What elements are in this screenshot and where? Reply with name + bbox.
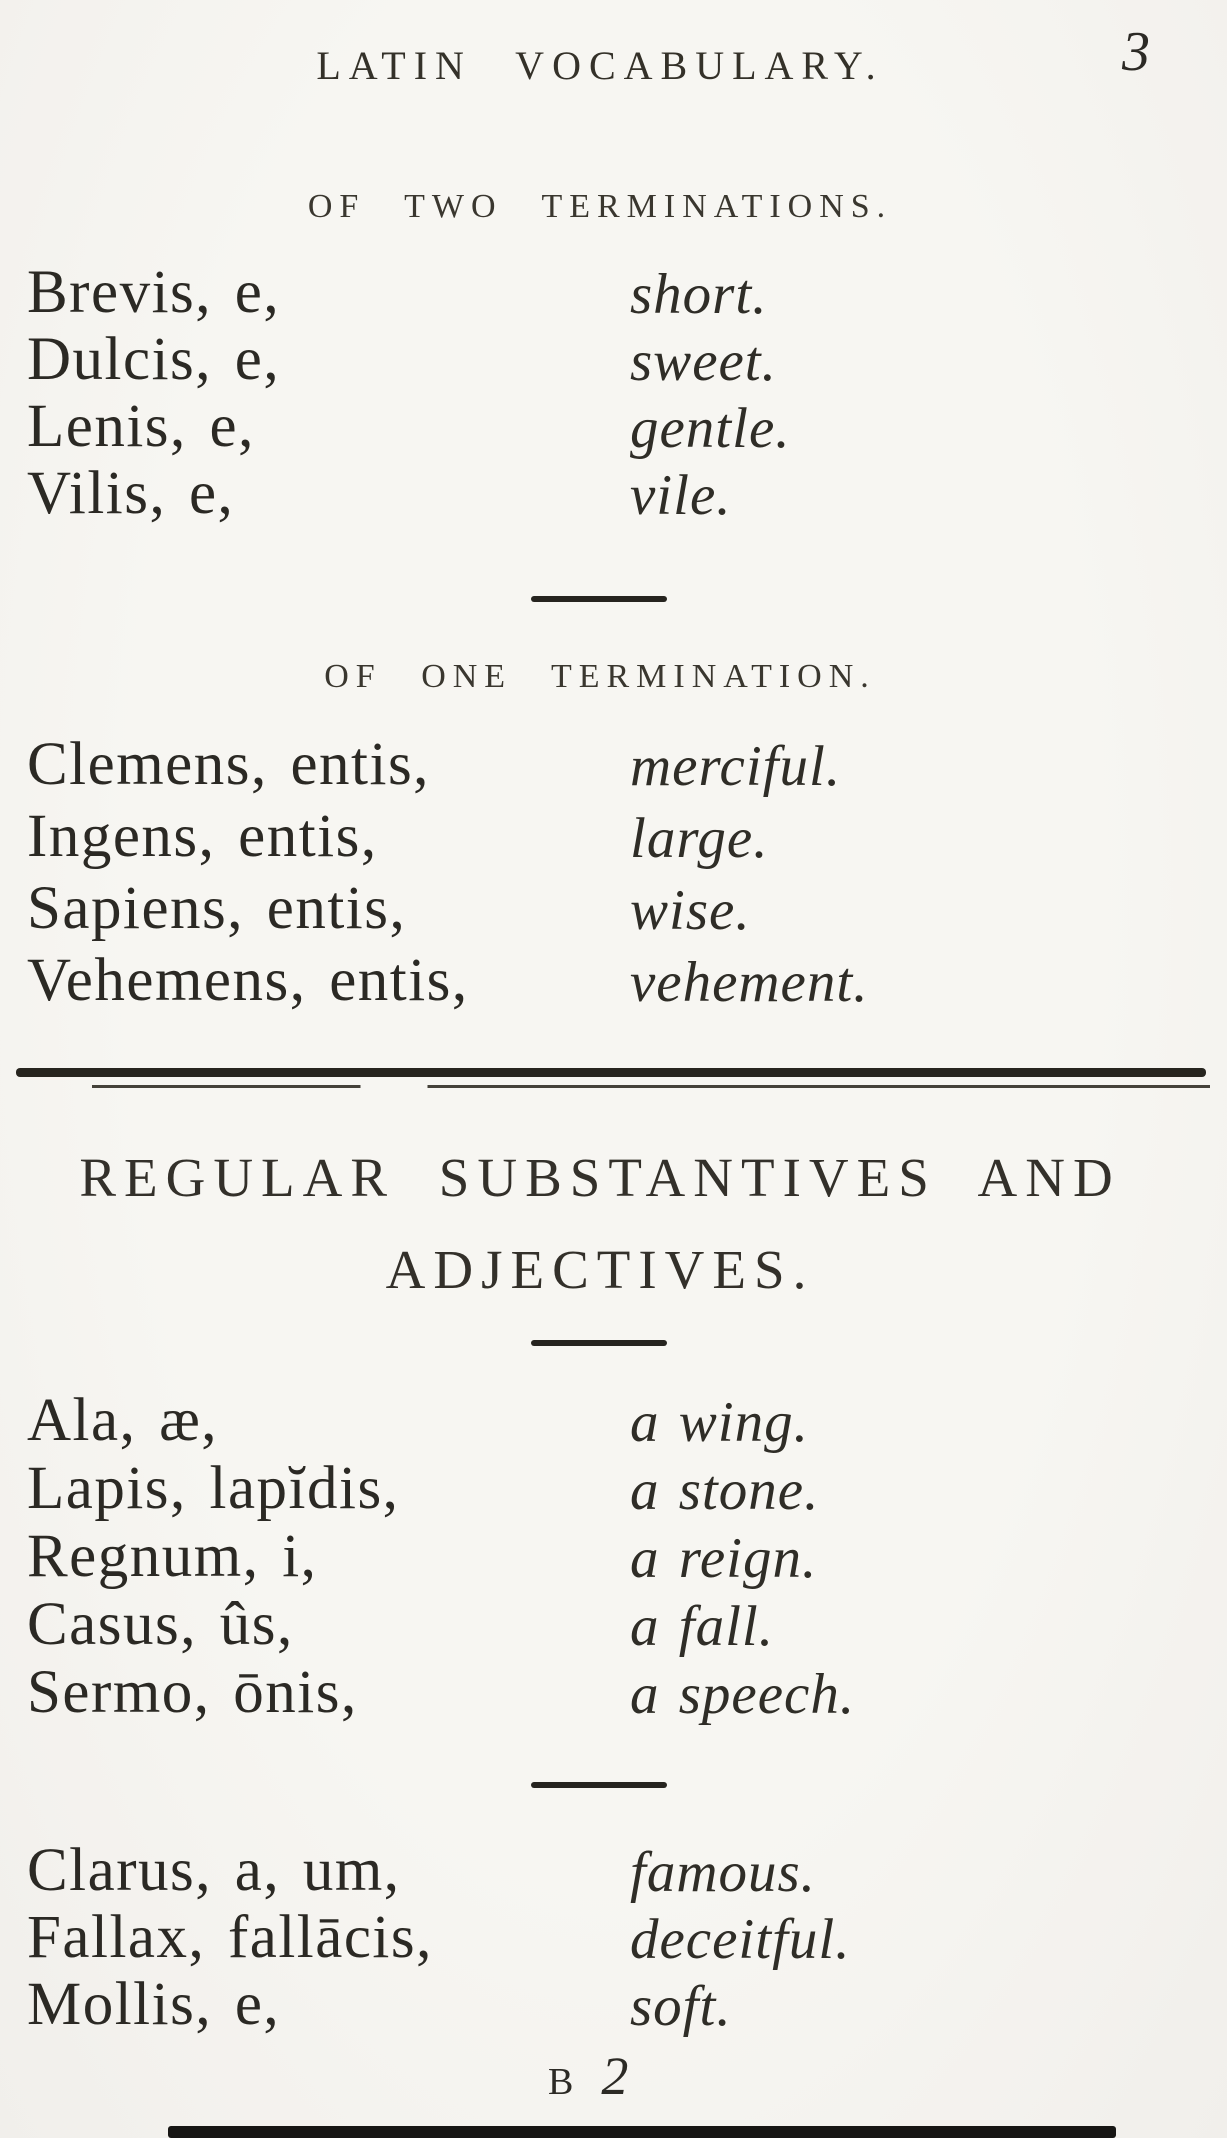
vocab-row bbox=[0, 1971, 1227, 2041]
main-heading-line1: REGULAR SUBSTANTIVES AND bbox=[79, 1147, 1121, 1208]
section-divider bbox=[531, 1340, 667, 1346]
vocab-row bbox=[0, 1387, 1227, 1457]
latin-term: Clemens, entis, bbox=[27, 731, 430, 798]
section-heading-two-terminations: OF TWO TERMINATIONS. bbox=[307, 188, 893, 225]
signature-letter: B bbox=[548, 2061, 576, 2103]
vocab-row bbox=[0, 875, 1227, 945]
latin-term: Fallax, fallācis, bbox=[27, 1904, 433, 1971]
printers-signature bbox=[548, 2045, 628, 2107]
latin-term: Clarus, a, um, bbox=[27, 1837, 401, 1904]
latin-term: Vilis, e, bbox=[27, 460, 235, 527]
english-gloss: vehement. bbox=[630, 951, 869, 1014]
vocab-row bbox=[0, 1837, 1227, 1907]
latin-term: Ala, æ, bbox=[27, 1387, 219, 1454]
scan-edge-artifact bbox=[168, 2126, 1116, 2138]
english-gloss: soft. bbox=[630, 1975, 732, 2038]
vocab-row bbox=[0, 1904, 1227, 1974]
vocab-row bbox=[0, 803, 1227, 873]
latin-term: Casus, ûs, bbox=[27, 1591, 294, 1658]
latin-term: Sermo, ōnis, bbox=[27, 1659, 358, 1726]
vocab-row bbox=[0, 326, 1227, 396]
section-divider bbox=[531, 596, 667, 602]
latin-term: Brevis, e, bbox=[27, 259, 281, 326]
page-rule-thick bbox=[16, 1068, 1206, 1077]
english-gloss: a stone. bbox=[630, 1459, 820, 1522]
latin-term: Vehemens, entis, bbox=[27, 947, 469, 1014]
english-gloss: sweet. bbox=[630, 330, 777, 393]
main-heading-line2: ADJECTIVES. bbox=[385, 1239, 815, 1300]
vocab-row bbox=[0, 947, 1227, 1017]
vocab-row bbox=[0, 1659, 1227, 1729]
latin-term: Lapis, lapĭdis, bbox=[27, 1455, 400, 1522]
latin-term: Sapiens, entis, bbox=[27, 875, 407, 942]
english-gloss: a reign. bbox=[630, 1527, 818, 1590]
vocab-row bbox=[0, 1523, 1227, 1593]
page-rule-thin bbox=[92, 1085, 1210, 1088]
latin-term: Ingens, entis, bbox=[27, 803, 378, 870]
english-gloss: vile. bbox=[630, 464, 732, 527]
vocab-row bbox=[0, 1455, 1227, 1525]
english-gloss: a wing. bbox=[630, 1391, 809, 1454]
vocab-row bbox=[0, 393, 1227, 463]
english-gloss: deceitful. bbox=[630, 1908, 851, 1971]
english-gloss: famous. bbox=[630, 1841, 816, 1904]
english-gloss: large. bbox=[630, 807, 769, 870]
english-gloss: a fall. bbox=[630, 1595, 775, 1658]
page-title: LATIN VOCABULARY. bbox=[316, 43, 884, 88]
english-gloss: short. bbox=[630, 263, 768, 326]
vocab-row bbox=[0, 460, 1227, 530]
latin-term: Lenis, e, bbox=[27, 393, 255, 460]
english-gloss: gentle. bbox=[630, 397, 791, 460]
latin-term: Regnum, i, bbox=[27, 1523, 318, 1590]
latin-term: Dulcis, e, bbox=[27, 326, 281, 393]
page-number: 3 bbox=[1122, 21, 1150, 83]
section-divider bbox=[531, 1782, 667, 1788]
section-heading-one-termination: OF ONE TERMINATION. bbox=[324, 658, 876, 695]
latin-term: Mollis, e, bbox=[27, 1971, 281, 2038]
vocab-row bbox=[0, 731, 1227, 801]
english-gloss: merciful. bbox=[630, 735, 842, 798]
english-gloss: wise. bbox=[630, 879, 751, 942]
signature-number: 2 bbox=[601, 2046, 629, 2106]
vocab-row bbox=[0, 259, 1227, 329]
vocab-row bbox=[0, 1591, 1227, 1661]
english-gloss: a speech. bbox=[630, 1663, 856, 1726]
